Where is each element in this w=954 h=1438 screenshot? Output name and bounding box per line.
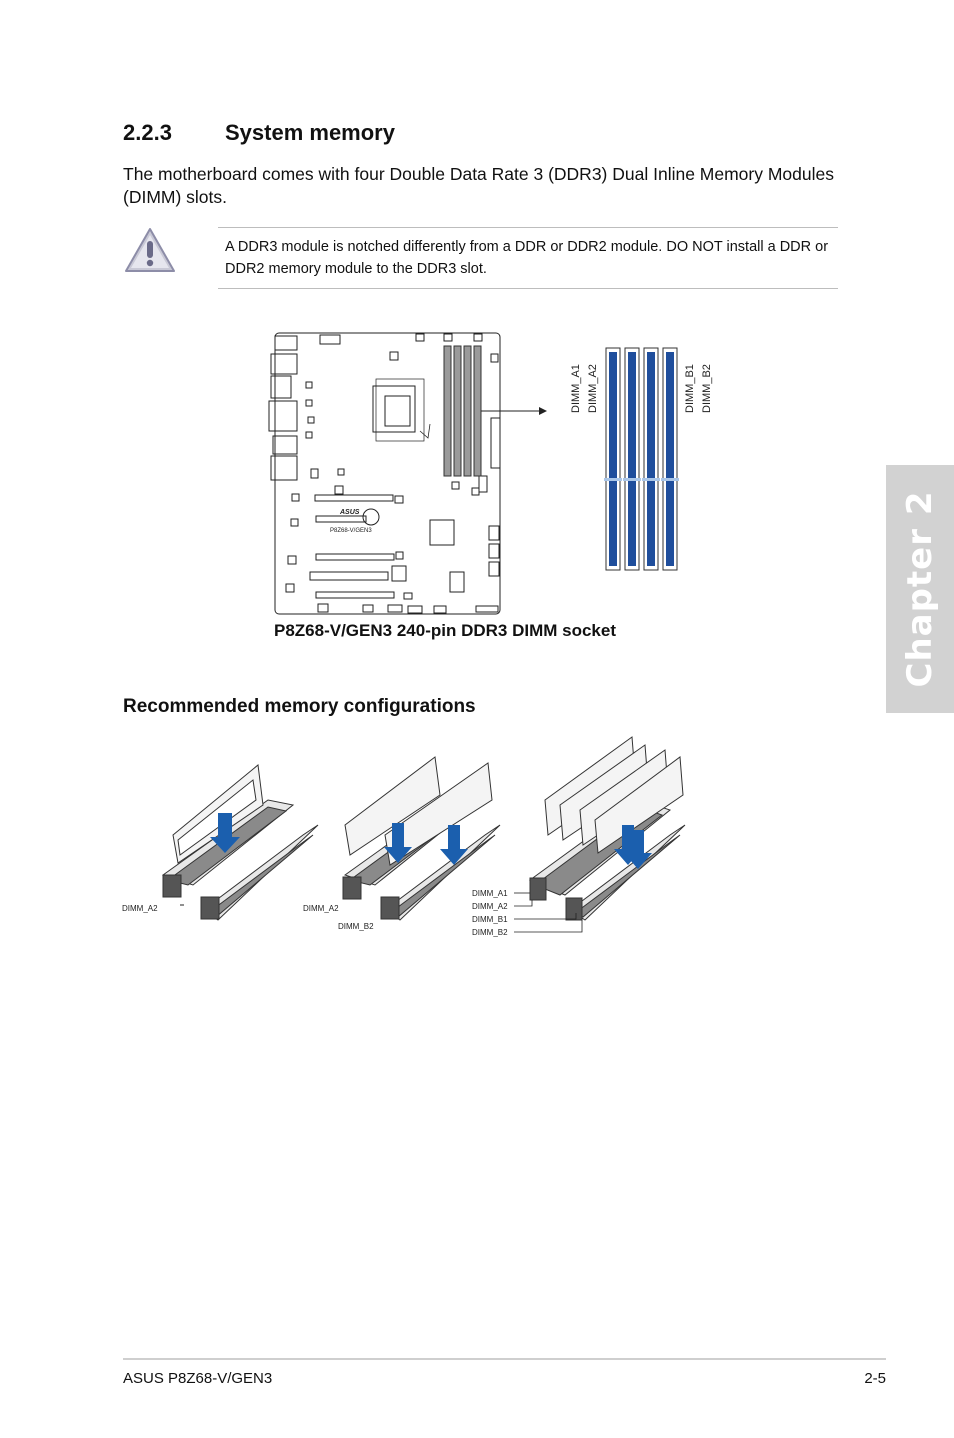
chapter-tab-label: Chapter 2 xyxy=(900,490,940,688)
note-top-rule xyxy=(218,227,838,228)
config2-label-a2: DIMM_A2 xyxy=(303,904,339,913)
config3-label-b2: DIMM_B2 xyxy=(472,928,508,937)
footer-page-number: 2-5 xyxy=(864,1370,886,1387)
chapter-tab xyxy=(886,465,954,713)
board-logo: ASUS xyxy=(340,509,360,516)
slot-label-a2: DIMM_A2 xyxy=(587,364,599,413)
note-bottom-rule xyxy=(218,288,838,289)
slot-label-a1: DIMM_A1 xyxy=(570,364,582,413)
dimm-slot-zoom xyxy=(604,348,679,570)
board-model: P8Z68-V/GEN3 xyxy=(330,528,372,534)
section-heading xyxy=(123,120,395,146)
warning-icon xyxy=(124,226,176,274)
motherboard-layout-figure xyxy=(268,326,728,621)
figure-caption: P8Z68-V/GEN3 240-pin DDR3 DIMM socket xyxy=(274,621,616,640)
config2-label-b2: DIMM_B2 xyxy=(338,922,374,931)
footer-product: ASUS P8Z68-V/GEN3 xyxy=(123,1370,273,1387)
recommended-configs-heading: Recommended memory configurations xyxy=(123,696,476,717)
section-title: System memory xyxy=(225,120,395,145)
config1-label-a2: DIMM_A2 xyxy=(122,904,158,913)
slot-label-b1: DIMM_B1 xyxy=(684,364,696,413)
slot-label-b2: DIMM_B2 xyxy=(701,364,713,413)
config3-label-b1: DIMM_B1 xyxy=(472,915,508,924)
footer-rule xyxy=(123,1358,886,1360)
intro-paragraph: The motherboard comes with four Double Data Rate 3 (DDR3) Dual Inline Memory Modules (DIMM) slots. xyxy=(123,164,834,207)
config-one-dimm xyxy=(118,745,328,935)
section-number: 2.2.3 xyxy=(123,120,172,145)
config-four-dimm xyxy=(470,735,695,940)
note-text: A DDR3 module is notched differently from a DDR or DDR2 module. DO NOT install a DDR or DDR2 memory module to the DDR3 slot. xyxy=(225,239,829,277)
config3-label-a2: DIMM_A2 xyxy=(472,902,508,911)
config3-label-a1: DIMM_A1 xyxy=(472,889,508,898)
board-dimm-slots xyxy=(444,346,481,476)
